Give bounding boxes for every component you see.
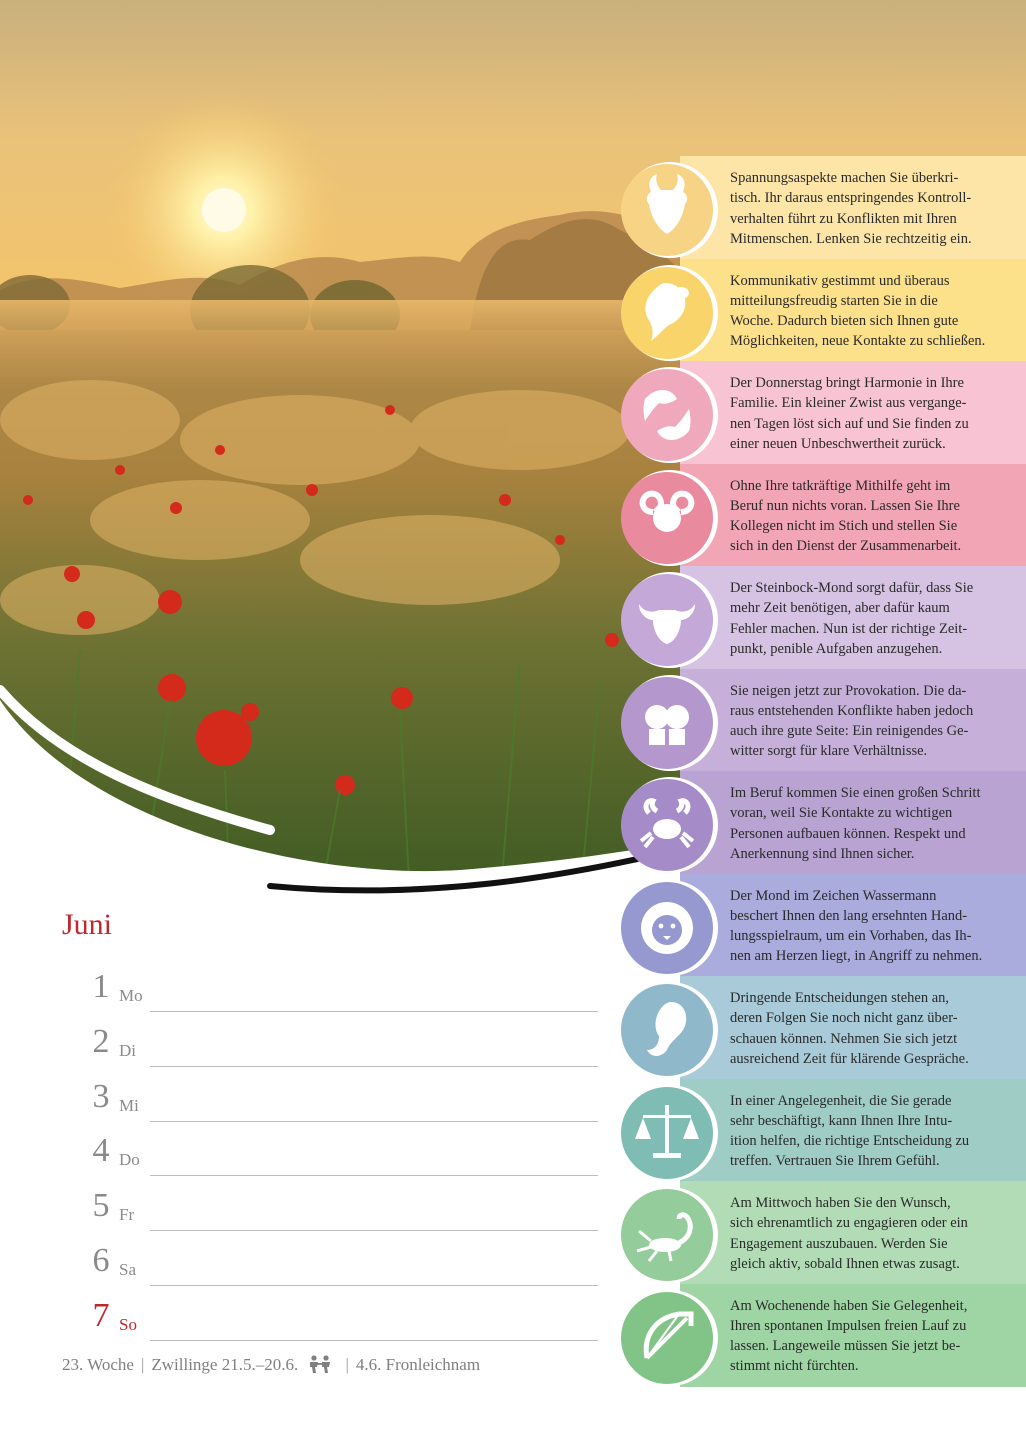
horoscope-item — [618, 669, 1026, 772]
day-number: 2 — [92, 1022, 110, 1060]
writing-line[interactable] — [150, 1011, 598, 1012]
virgo-icon — [621, 984, 713, 1076]
taurus-icon — [621, 574, 713, 666]
horoscope-item — [618, 566, 1026, 669]
writing-line[interactable] — [150, 1066, 598, 1067]
weekday-name: Sa — [119, 1260, 136, 1279]
horoscope-item — [618, 771, 1026, 874]
horoscope-text: Kommunikativ gestimmt und überaus mitteilungsfreudig starten Sie in die Woche. Dadurch bieten sich Ihnen gute Möglichkeiten, neue Kontakte zu schließen. — [730, 272, 986, 350]
day-number: 7 — [92, 1296, 110, 1334]
horoscope-text: Am Mittwoch haben Sie den Wunsch, sich ehrenamtlich zu engagieren oder ein Engagement auszubauen. Werden Sie gleich aktiv, sobald Ihnen etwas zusagt. — [730, 1195, 968, 1272]
horoscope-text: Der Mond im Zeichen Wassermann beschert Ihnen den lang ersehnten Hand- lungsspielraum, um ein Vorhaben, das Ih- nen am Herzen liegt, in Angriff zu nehmen. — [730, 887, 983, 965]
week-number: 23. Woche — [62, 1355, 134, 1374]
horoscope-item — [618, 1079, 1026, 1182]
leo-icon — [621, 882, 713, 974]
pisces-icon — [621, 369, 713, 461]
weekday-name: So — [119, 1314, 137, 1334]
horoscope-text: Der Steinbock-Mond sorgt dafür, dass Sie mehr Zeit benötigen, aber dafür kaum Fehler machen. Nun ist der richtige Zeit- punkt, penible Aufgaben anzugehen. — [730, 580, 974, 657]
holiday: 4.6. Fronleichnam — [355, 1355, 481, 1374]
horoscope-text: Der Donnerstag bringt Harmonie in Ihre Familie. Ein kleiner Zwist aus vergange- nen Tagen löst sich auf und Sie finden zu einer neuen Unbeschwertheit zurück. — [730, 375, 969, 452]
horoscope-text: Am Wochenende haben Sie Gelegenheit, Ihren spontanen Impulsen freien Lauf zu lassen. Langeweile müssen Sie jetzt be- stimmt nicht fürchten. — [730, 1297, 968, 1375]
day-row[interactable] — [62, 1023, 598, 1078]
horoscope-item — [618, 1181, 1026, 1284]
writing-line[interactable] — [150, 1340, 598, 1341]
horoscope-item — [618, 1284, 1026, 1387]
capricorn-icon — [621, 164, 713, 256]
cancer-icon — [621, 779, 713, 871]
horoscope-text: In einer Angelegenheit, die Sie gerade sehr beschäftigt, kann Ihnen Ihre Intu- ition helfen, die richtige Entscheidung zu treffen. Vertrauen Sie Ihrem Gefühl. — [730, 1092, 970, 1170]
horoscope-list — [618, 156, 1026, 1386]
day-number: 5 — [92, 1187, 110, 1225]
day-row[interactable] — [62, 1187, 598, 1242]
horoscope-text: Sie neigen jetzt zur Provokation. Die da- raus entstehenden Konflikte haben jedoch auch ihre gute Seite: Ein reinigendes Ge- witter sorgt für klare Verhältnisse. — [730, 682, 974, 760]
day-row[interactable] — [62, 1132, 598, 1187]
day-number: 6 — [92, 1242, 110, 1279]
weekday-name: Mi — [119, 1095, 139, 1115]
footer-info: 23. Woche | Zwillinge 21.5.–20.6. | 4.6. Fronleichnam — [62, 1355, 481, 1374]
writing-line[interactable] — [150, 1121, 598, 1122]
weekday-name: Di — [119, 1040, 136, 1060]
writing-line[interactable] — [150, 1230, 598, 1231]
day-number: 4 — [92, 1132, 110, 1170]
day-number: 3 — [92, 1077, 110, 1115]
zodiac-sign-name: Zwillinge — [151, 1355, 218, 1374]
aquarius-icon — [621, 267, 713, 359]
writing-line[interactable] — [150, 1175, 598, 1176]
horoscope-item — [618, 361, 1026, 464]
weekday-name: Do — [119, 1150, 140, 1170]
aries-icon — [621, 472, 713, 564]
horoscope-text: Im Beruf kommen Sie einen großen Schritt voran, weil Sie Kontakte zu wichtigen Personen aufbauen können. Respekt und Anerkennung sind Ihnen sicher. — [730, 785, 981, 862]
gemini-twins-icon — [306, 1355, 334, 1373]
day-row[interactable] — [62, 1078, 598, 1133]
horoscope-item — [618, 156, 1026, 259]
horoscope-item — [618, 976, 1026, 1079]
libra-icon — [621, 1087, 713, 1179]
horoscope-item — [618, 874, 1026, 977]
writing-line[interactable] — [150, 1285, 598, 1286]
day-row[interactable] — [62, 1297, 598, 1352]
horoscope-text: Spannungsaspekte machen Sie überkri- tisch. Ihr daraus entspringendes Kontroll- verhalten führt zu Konflikten mit Ihren Mitmenschen. Lenken Sie rechtzeitig ein. — [730, 170, 972, 247]
weekday-name: Mo — [119, 986, 143, 1005]
horoscope-text: Ohne Ihre tatkräftige Mithilfe geht im Beruf nun nichts voran. Lassen Sie Ihre Kollegen nicht im Stich und stellen Sie sich in den Dienst der Zusammenarbeit. — [730, 477, 962, 555]
sagittarius-icon — [621, 1292, 713, 1384]
day-row[interactable] — [62, 968, 598, 1023]
month-title: Juni — [62, 908, 113, 941]
weekday-name: Fr — [119, 1205, 135, 1225]
gemini-icon — [621, 677, 713, 769]
day-row[interactable] — [62, 1242, 598, 1297]
horoscope-item — [618, 464, 1026, 567]
day-number: 1 — [92, 968, 110, 1005]
horoscope-text: Dringende Entscheidungen stehen an, deren Folgen Sie noch nicht ganz über- schauen können. Nehmen Sie sich jetzt ausreichend Zeit für klärende Gespräche. — [730, 990, 969, 1067]
zodiac-sign-dates: 21.5.–20.6. — [221, 1355, 299, 1374]
scorpio-icon — [621, 1189, 713, 1281]
horoscope-item — [618, 259, 1026, 362]
